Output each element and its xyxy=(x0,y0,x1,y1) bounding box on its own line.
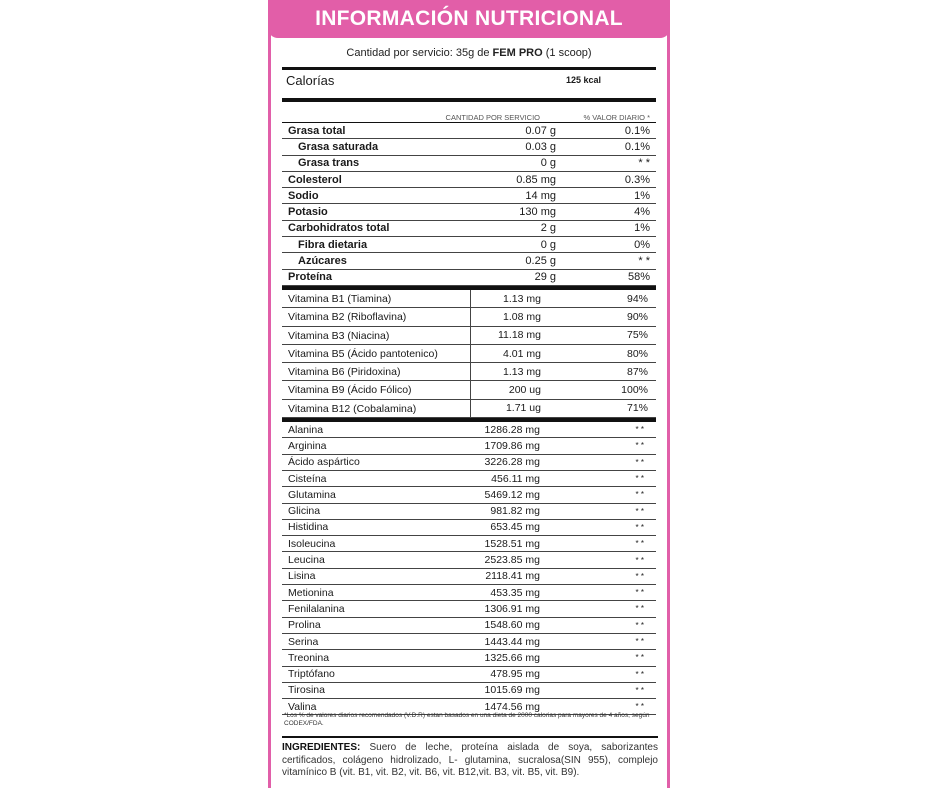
vitamins-label: Vitamina B6 (Piridoxina) xyxy=(282,363,471,380)
aminoacids-amount: 1548.60 mg xyxy=(484,619,540,632)
aminoacids-label: Metionina xyxy=(288,586,334,599)
nutrients-row xyxy=(282,237,656,253)
aminoacids-amount: 653.45 mg xyxy=(490,521,540,534)
serving-size xyxy=(282,47,656,59)
aminoacids-row xyxy=(282,601,656,617)
aminoacids-dv: * * xyxy=(635,620,644,630)
vitamins-row xyxy=(282,290,656,308)
vitamins-dv: 100% xyxy=(621,384,648,397)
nutrients-dv: 58% xyxy=(627,271,650,284)
vitamins-amount: 1.13 mg xyxy=(503,365,541,378)
aminoacids-amount: 1306.91 mg xyxy=(484,602,540,615)
aminoacids-label: Lisina xyxy=(288,570,316,583)
vitamins-dv: 87% xyxy=(626,365,648,378)
nutrients-amount: 0.07 g xyxy=(525,124,556,137)
nutrients-dv: 0.1% xyxy=(624,140,650,153)
nutrients-dv: * * xyxy=(638,255,650,268)
calories-value: 125 kcal xyxy=(566,75,602,85)
aminoacids-amount: 1325.66 mg xyxy=(484,651,540,664)
aminoacids-row xyxy=(282,634,656,650)
nutrients-amount: 14 mg xyxy=(525,189,556,202)
nutrients-label: Grasa saturada xyxy=(298,140,379,153)
vitamins-amount: 1.13 mg xyxy=(503,292,541,305)
vitamins-amount: 4.01 mg xyxy=(503,347,541,360)
aminoacids-dv: * * xyxy=(635,425,644,435)
aminoacids-amount: 1709.86 mg xyxy=(484,439,540,452)
nutrients-label: Azúcares xyxy=(298,255,347,268)
aminoacids-label: Cisteína xyxy=(288,472,327,485)
nutrients-dv: 0% xyxy=(634,238,650,251)
serving-suffix: (1 scoop) xyxy=(545,47,592,59)
vitamins-row xyxy=(282,327,656,345)
serving-product: FEM PRO xyxy=(492,47,543,59)
aminoacids-row xyxy=(282,455,656,471)
vitamins-amount: 1.71 ug xyxy=(505,402,541,415)
aminoacids-dv: * * xyxy=(635,490,644,500)
aminoacids-section xyxy=(282,418,656,715)
aminoacids-label: Histidina xyxy=(288,521,329,534)
aminoacids-dv: * * xyxy=(635,685,644,695)
aminoacids-label: Glicina xyxy=(288,505,321,518)
aminoacids-amount: 1015.69 mg xyxy=(484,684,540,697)
vitamins-dv: 90% xyxy=(626,310,648,323)
aminoacids-row xyxy=(282,552,656,568)
aminoacids-dv: * * xyxy=(635,637,644,647)
nutrients-dv: 1% xyxy=(634,222,650,235)
nutrients-amount: 29 g xyxy=(534,271,556,284)
serving-prefix: Cantidad por servicio: 35g de xyxy=(346,47,490,59)
footnote: *Los % de valores diarios recomendados (V.D.R) estan basados en una dieta de 2000 calorias para mayores de 4 años, según CODEX/FDA. xyxy=(284,712,650,727)
nutrients-dv: 4% xyxy=(634,206,650,219)
nutrients-row xyxy=(282,270,656,286)
aminoacids-label: Treonina xyxy=(288,651,330,664)
vitamins-row xyxy=(282,363,656,381)
aminoacids-row xyxy=(282,650,656,666)
nutrients-dv: 1% xyxy=(634,189,650,202)
vitamins-row xyxy=(282,400,656,418)
aminoacids-label: Fenilalanina xyxy=(288,602,345,615)
aminoacids-row xyxy=(282,487,656,503)
nutrients-row xyxy=(282,221,656,237)
nutrients-label: Grasa trans xyxy=(298,157,360,170)
vitamins-section xyxy=(282,286,656,418)
vitamins-amount: 11.18 mg xyxy=(498,329,541,342)
aminoacids-label: Arginina xyxy=(288,439,327,452)
aminoacids-row xyxy=(282,683,656,699)
aminoacids-label: Isoleucina xyxy=(288,537,336,550)
dv-column-header: % VALOR DIARIO * xyxy=(583,113,650,122)
aminoacids-amount: 1286.28 mg xyxy=(484,423,540,436)
aminoacids-row xyxy=(282,422,656,438)
nutrients-row xyxy=(282,188,656,204)
vitamins-dv: 80% xyxy=(626,347,648,360)
nutrients-section xyxy=(282,122,656,286)
vitamins-label: Vitamina B2 (Riboflavina) xyxy=(282,308,471,325)
vitamins-amount: 200 ug xyxy=(508,384,541,397)
nutrients-dv: 0.1% xyxy=(624,124,650,137)
aminoacids-dv: * * xyxy=(635,588,644,598)
column-headers xyxy=(282,98,656,122)
aminoacids-amount: 981.82 mg xyxy=(490,505,540,518)
vitamins-label: Vitamina B5 (Ácido pantotenico) xyxy=(282,345,471,362)
aminoacids-amount: 3226.28 mg xyxy=(484,456,540,469)
label-title: INFORMACIÓN NUTRICIONAL xyxy=(315,7,623,30)
nutrients-label: Colesterol xyxy=(288,173,342,186)
aminoacids-row xyxy=(282,569,656,585)
aminoacids-row xyxy=(282,618,656,634)
aminoacids-amount: 5469.12 mg xyxy=(484,488,540,501)
vitamins-label: Vitamina B9 (Ácido Fólico) xyxy=(282,381,471,398)
aminoacids-label: Valina xyxy=(288,700,317,713)
aminoacids-dv: * * xyxy=(635,457,644,467)
aminoacids-dv: * * xyxy=(635,474,644,484)
nutrients-amount: 130 mg xyxy=(519,206,556,219)
aminoacids-label: Tirosina xyxy=(288,684,325,697)
aminoacids-amount: 1528.51 mg xyxy=(484,537,540,550)
aminoacids-label: Triptófano xyxy=(288,668,335,681)
aminoacids-row xyxy=(282,438,656,454)
aminoacids-amount: 2523.85 mg xyxy=(484,554,540,567)
vitamins-row xyxy=(282,308,656,326)
aminoacids-amount: 2118.41 mg xyxy=(485,570,540,583)
ingredients-text: Suero de leche, proteína aislada de soya, saborizantes certificados, colágeno hidrolizado, L- glutamina, sucralosa(SIN 955), complejo vitamínico B (vit. B1, vit. B2, vit. B6, vit. B12,vit. B3, vit. B5, vit. B9). xyxy=(282,742,658,778)
nutrients-row xyxy=(282,139,656,155)
nutrients-label: Proteína xyxy=(288,271,333,284)
vitamins-dv: 71% xyxy=(626,402,648,415)
aminoacids-dv: * * xyxy=(635,604,644,614)
ingredients-label: INGREDIENTES: xyxy=(282,742,361,753)
nutrients-label: Carbohidratos total xyxy=(288,222,390,235)
nutrients-amount: 0.03 g xyxy=(525,140,556,153)
nutrients-row xyxy=(282,172,656,188)
label-header xyxy=(268,0,670,38)
vitamins-amount: 1.08 mg xyxy=(503,310,541,323)
aminoacids-label: Ácido aspártico xyxy=(288,456,360,469)
aminoacids-dv: * * xyxy=(635,441,644,451)
aminoacids-label: Alanina xyxy=(288,423,324,436)
aminoacids-dv: * * xyxy=(635,702,644,712)
aminoacids-amount: 1443.44 mg xyxy=(484,635,540,648)
aminoacids-dv: * * xyxy=(635,555,644,565)
aminoacids-amount: 1474.56 mg xyxy=(484,700,540,713)
vitamins-label: Vitamina B1 (Tiamina) xyxy=(282,290,471,307)
nutrients-row xyxy=(282,156,656,172)
ingredients xyxy=(282,736,658,780)
nutrients-label: Potasio xyxy=(288,206,328,219)
aminoacids-label: Serina xyxy=(288,635,319,648)
vitamins-dv: 94% xyxy=(626,292,648,305)
aminoacids-amount: 453.35 mg xyxy=(490,586,540,599)
aminoacids-dv: * * xyxy=(635,669,644,679)
nutrition-table xyxy=(282,67,656,715)
aminoacids-dv: * * xyxy=(635,522,644,532)
vitamins-row xyxy=(282,381,656,399)
vitamins-dv: 75% xyxy=(626,329,648,342)
aminoacids-dv: * * xyxy=(635,653,644,663)
nutrients-label: Fibra dietaria xyxy=(298,238,368,251)
aminoacids-dv: * * xyxy=(635,539,644,549)
aminoacids-row xyxy=(282,520,656,536)
nutrients-amount: 0.85 mg xyxy=(516,173,556,186)
nutrients-dv: 0.3% xyxy=(624,173,650,186)
nutrients-amount: 0 g xyxy=(540,238,556,251)
aminoacids-label: Leucina xyxy=(288,554,325,567)
nutrients-amount: 0.25 g xyxy=(525,255,556,268)
vitamins-row xyxy=(282,345,656,363)
nutrients-row xyxy=(282,204,656,220)
aminoacids-row xyxy=(282,471,656,487)
vitamins-label: Vitamina B12 (Cobalamina) xyxy=(282,400,471,417)
nutrients-amount: 0 g xyxy=(540,157,556,170)
aminoacids-amount: 478.95 mg xyxy=(490,668,540,681)
aminoacids-amount: 456.11 mg xyxy=(491,472,540,485)
calories-row xyxy=(282,67,656,90)
nutrients-row xyxy=(282,123,656,139)
aminoacids-row xyxy=(282,504,656,520)
aminoacids-dv: * * xyxy=(635,571,644,581)
nutrients-label: Sodio xyxy=(288,189,319,202)
nutrients-dv: * * xyxy=(638,157,650,170)
aminoacids-dv: * * xyxy=(635,506,644,516)
nutrients-amount: 2 g xyxy=(540,222,556,235)
aminoacids-row xyxy=(282,536,656,552)
aminoacids-label: Prolina xyxy=(288,619,321,632)
nutrients-label: Grasa total xyxy=(288,124,346,137)
aminoacids-row xyxy=(282,667,656,683)
amount-column-header: CANTIDAD POR SERVICIO xyxy=(445,113,540,122)
nutrients-row xyxy=(282,253,656,269)
aminoacids-row xyxy=(282,585,656,601)
vitamins-label: Vitamina B3 (Niacina) xyxy=(282,327,471,344)
aminoacids-label: Glutamina xyxy=(288,488,336,501)
calories-label: Calorías xyxy=(286,72,335,88)
